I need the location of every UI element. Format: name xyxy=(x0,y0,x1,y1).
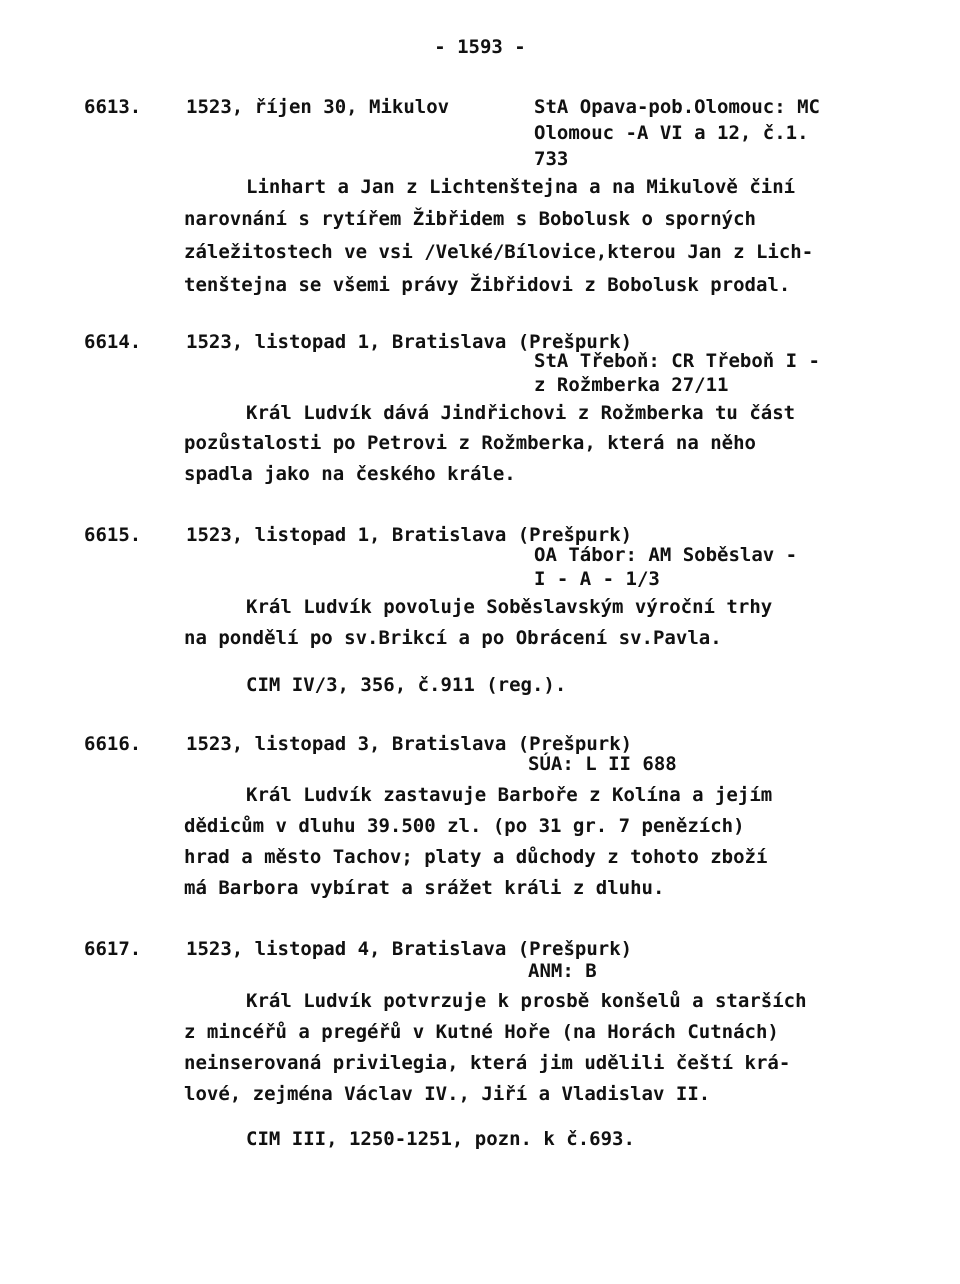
archive-line: ANM: B xyxy=(528,960,597,982)
body-line: záležitostech ve vsi /Velké/Bílovice,kterou Jan z Lich- xyxy=(184,241,814,263)
entry-head: 1523, listopad 4, Bratislava (Prešpurk) xyxy=(186,938,633,960)
entry-number: 6615. xyxy=(84,524,142,546)
entry-number: 6617. xyxy=(84,938,142,960)
body-line: dědicům v dluhu 39.500 zl. (po 31 gr. 7 penězích) xyxy=(184,815,745,837)
archive-line: Olomouc -A VI a 12, č.1. xyxy=(534,122,809,144)
body-line: Linhart a Jan z Lichtenštejna a na Mikulově činí xyxy=(246,176,796,198)
archive-line: I - A - 1/3 xyxy=(534,568,660,590)
body-line: Král Ludvík povoluje Soběslavským výroční trhy xyxy=(246,596,773,618)
body-line: z mincéřů a pregéřů v Kutné Hoře (na Horách Cutnách) xyxy=(184,1021,779,1043)
body-line: neinserovaná privilegia, která jim udělili čeští krá- xyxy=(184,1052,791,1074)
entry-head: 1523, listopad 1, Bratislava (Prešpurk) xyxy=(186,331,633,353)
archive-line: 733 xyxy=(534,148,569,170)
archive-line: SÚA: L II 688 xyxy=(528,753,677,775)
archive-line: z Rožmberka 27/11 xyxy=(534,374,729,396)
entry-number: 6613. xyxy=(84,96,142,118)
body-line: spadla jako na českého krále. xyxy=(184,463,516,485)
body-line: na pondělí po sv.Brikcí a po Obrácení sv.Pavla. xyxy=(184,627,722,649)
body-line: pozůstalosti po Petrovi z Rožmberka, která na něho xyxy=(184,432,756,454)
reference: CIM III, 1250-1251, pozn. k č.693. xyxy=(246,1128,635,1150)
entry-head: 1523, říjen 30, Mikulov xyxy=(186,96,450,118)
archive-line: OA Tábor: AM Soběslav - xyxy=(534,544,798,566)
body-line: narovnání s rytířem Žibřidem s Bobolusk o sporných xyxy=(184,208,756,230)
body-line: tenštejna se všemi právy Žibřidovi z Bobolusk prodal. xyxy=(184,274,791,296)
body-line: Král Ludvík dává Jindřichovi z Rožmberka tu část xyxy=(246,402,796,424)
body-line: má Barbora vybírat a srážet králi z dluhu. xyxy=(184,877,665,899)
entry-number: 6616. xyxy=(84,733,142,755)
archive-line: StA Třeboň: CR Třeboň I - xyxy=(534,350,820,372)
reference: CIM IV/3, 356, č.911 (reg.). xyxy=(246,674,567,696)
entry-head: 1523, listopad 1, Bratislava (Prešpurk) xyxy=(186,524,633,546)
body-line: lové, zejména Václav IV., Jiří a Vladislav II. xyxy=(184,1083,711,1105)
body-line: hrad a město Tachov; platy a důchody z tohoto zboží xyxy=(184,846,768,868)
body-line: Král Ludvík potvrzuje k prosbě konšelů a starších xyxy=(246,990,807,1012)
archive-line: StA Opava-pob.Olomouc: MC xyxy=(534,96,820,118)
entry-head: 1523, listopad 3, Bratislava (Prešpurk) xyxy=(186,733,633,755)
entry-number: 6614. xyxy=(84,331,142,353)
page-number: - 1593 - xyxy=(434,36,526,58)
body-line: Král Ludvík zastavuje Barboře z Kolína a jejím xyxy=(246,784,773,806)
